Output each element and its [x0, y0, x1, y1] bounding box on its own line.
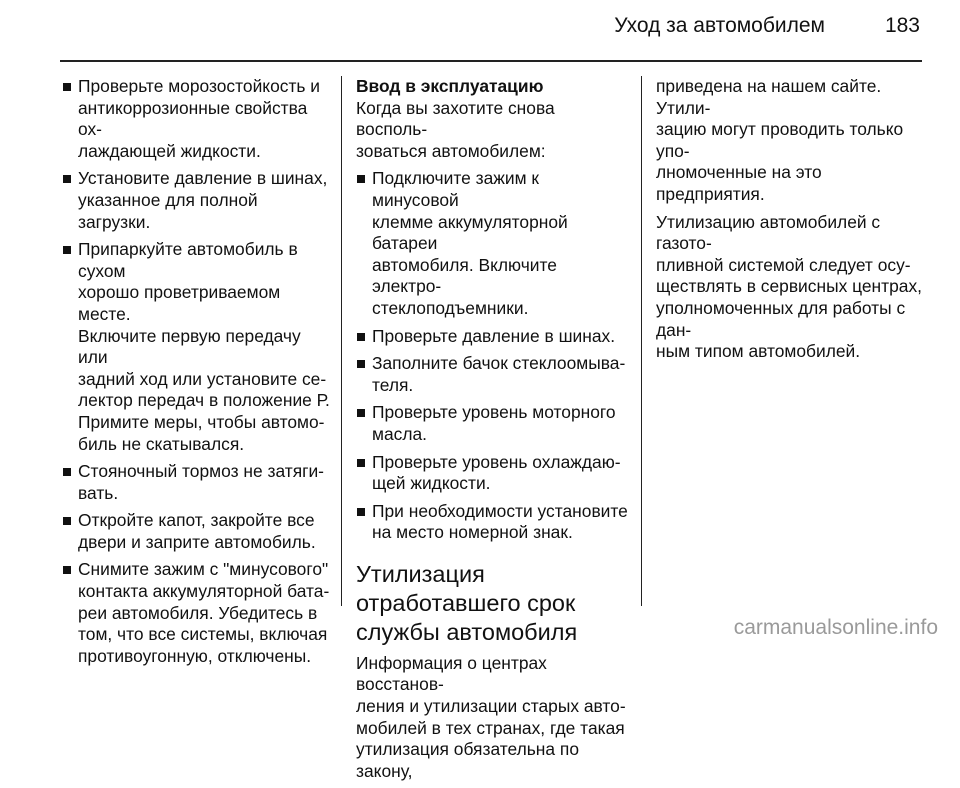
- page-number: 183: [884, 14, 920, 37]
- header-divider: [60, 60, 922, 62]
- section-heading: Утилизация отработавшего срок службы автомобиля: [356, 560, 578, 645]
- list-item: Стояночный тормоз не затяги- вать.: [62, 461, 332, 504]
- watermark: carmanualsonline.info: [733, 616, 938, 639]
- list-item: Заполните бачок стеклоомыва- теля.: [356, 353, 628, 396]
- section-subheading: Ввод в эксплуатацию: [356, 76, 544, 96]
- column-right: [656, 76, 926, 369]
- recommission-checklist: [356, 168, 628, 544]
- list-item: Проверьте уровень моторного масла.: [356, 402, 628, 445]
- body-paragraph: Утилизацию автомобилей с газото- пливной системой следует осу- ществлять в сервисных центрах, уполномоченных для работы с дан- ным типом автомобилей.: [656, 211, 922, 362]
- list-item: Проверьте уровень охлаждаю- щей жидкости.: [356, 452, 628, 495]
- column-middle: [356, 76, 628, 788]
- body-paragraph: приведена на нашем сайте. Утили- зацию могут проводить только упо- лномоченные на это предприятия.: [656, 76, 904, 204]
- column-left: [62, 76, 332, 673]
- intro-text: Когда вы захотите снова восполь- зоваться автомобилем:: [356, 97, 555, 161]
- list-item: Установите давление в шинах, указанное для полной загрузки.: [62, 168, 332, 233]
- list-item: Снимите зажим с "минусового" контакта аккумуляторной бата- реи автомобиля. Убедитесь в том, что все системы, включая противоугонную, отключены.: [62, 559, 332, 667]
- list-item: Проверьте морозостойкость и антикоррозионные свойства ох- лаждающей жидкости.: [62, 76, 332, 162]
- list-item: Припаркуйте автомобиль в сухом хорошо проветриваемом месте. Включите первую передачу или задний ход или установите се- лектор передач в положение Р. Примите меры, чтобы автомо- биль не скатывался.: [62, 239, 332, 455]
- list-item: Откройте капот, закройте все двери и заприте автомобиль.: [62, 510, 332, 553]
- storage-checklist: [62, 76, 332, 667]
- column-divider: [641, 76, 642, 606]
- list-item: Проверьте давление в шинах.: [356, 326, 628, 348]
- list-item: При необходимости установите на место номерной знак.: [356, 501, 628, 544]
- header-title: Уход за автомобилем: [614, 14, 825, 37]
- list-item: Подключите зажим к минусовой клемме аккумуляторной батареи автомобиля. Включите электро- стеклоподъемники.: [356, 168, 628, 319]
- body-paragraph: Информация о центрах восстанов- ления и утилизации старых авто- мобилей в тех странах, где такая утилизация обязательна по закону,: [356, 652, 626, 781]
- column-divider: [341, 76, 342, 606]
